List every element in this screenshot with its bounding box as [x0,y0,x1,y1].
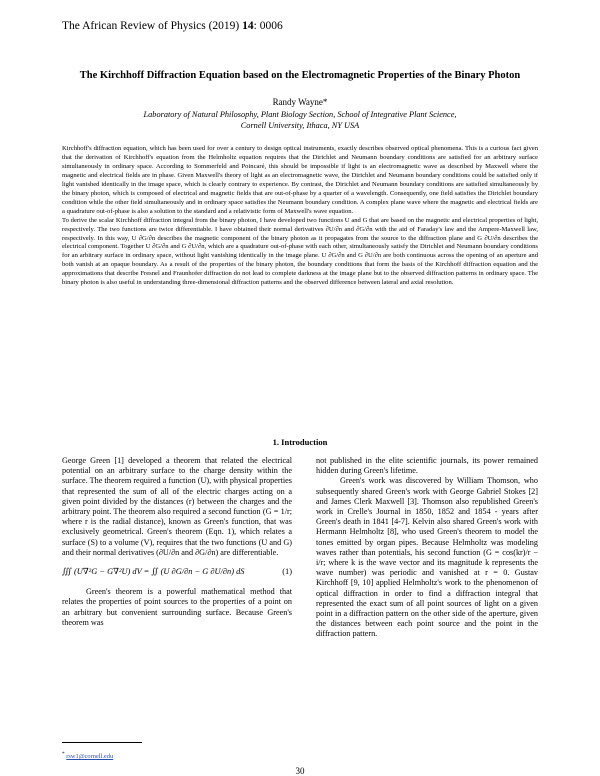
body-paragraph: George Green [1] developed a theorem that related the electrical potential on an arbitrary surface to the charge density within the surface. The theorem required a function (U), with physical properties that represented the sum of all of the electric charges acting on a given point divided by the distances (r) between the charges and the arbitrary point. The theorem also required a second function (G = 1/r; where r is the radial distance), known as Green's function, that was exclusively geometrical. Green's theorem (Eqn. 1), which relates a surface (S) to a volume (V), requires that the two functions (U and G) and their normal derivatives (∂U/∂n and ∂G/∂n) are differentiable. [62,456,292,557]
body-paragraph: not published in the elite scientific journals, its power remained hidden during Green's lifetime. [316,456,538,476]
journal-article-id: : 0006 [253,20,283,32]
journal-volume: 14 [242,20,254,32]
equation-number: (1) [282,567,292,577]
section-heading: 1. Introduction [272,437,328,447]
page-number: 30 [295,766,305,776]
left-column [62,456,292,628]
affiliation-line: Cornell University, Ithaca, NY USA [240,121,360,130]
abstract-paragraph: Kirchhoff's diffraction equation, which has been used for over a century to design optical instruments, exactly describes observed optical phenomena. This is a curious fact given that the derivation of Kirchhoff's equation from the Helmholtz equation requires that the Dirichlet and Neumann boundary conditions are satisfied for an arbitrary surface simultaneously in ordinary space. According to Sommerfeld and Poincaré, this should be impossible if light is an electromagnetic wave as described by Maxwell where the magnetic and electrical fields are in phase. Given Maxwell's theory of light as an electromagnetic wave, the Dirichlet and Neumann boundary conditions could be satisfied only if light vanished identically in the image space, which is clearly contrary to experience. By contrast, the Dirichlet and Neumann boundary conditions are satisfied simultaneously by the binary photon, which is composed of electrical and magnetic fields that are out-of-phase by a quarter of a wavelength. Consequently, one field satisfies the Dirichlet boundary condition while the other field simultaneously and in ordinary space satisfies the Neumann boundary condition. A complex plane wave where the magnetic and electrical fields are a quadrature out-of-phase is also a solution to the standard and a relativistic form of Maxwell's wave equation. [62,145,538,215]
body-paragraph: Green's theorem is a powerful mathematical method that relates the properties of point sources to the properties of a point on an arbitrary but convenient surrounding surface. Because Green's theorem was [62,587,292,627]
journal-name: The African Review of Physics (2019) [62,20,243,32]
journal-header [62,20,283,32]
email-link[interactable]: rsw1@cornell.edu [66,753,114,761]
abstract [62,145,538,288]
footnote-rule [62,742,142,743]
equation-expression: ∭ (U∇²G − G∇²U) dV = ∬ (U ∂G/∂n − G ∂U/∂n) dS [62,567,245,577]
right-column [316,456,538,640]
footnote-marker: * [62,751,65,757]
abstract-paragraph: To derive the scalar Kirchhoff diffraction integral from the binary photon, I have developed two functions U and G that are based on the magnetic and electrical properties of light, respectively. The two functions are twice differentiable. I have obtained their normal derivatives ∂U/∂n and ∂G/∂n with the aid of Faraday's law and the Ampere-Maxwell law, respectively. In this way, U ∂G/∂n describes the magnetic component of the binary photon as it propagates from the source to the diffraction plane and G ∂U/∂n describes the electrical component. Together U ∂G/∂n and G ∂U/∂n, which are a quadrature out-of-phase with each other, simultaneously satisfy the Dirichlet and Neumann boundary conditions for an arbitrary surface in ordinary space, without light vanishing identically in the image plane. U ∂G/∂n and G ∂U/∂n are both continuous across the opening of an aperture and both vanish at an opaque boundary. As a result of the properties of the binary photon, the boundary conditions that form the basis of the Kirchhoff diffraction equation and the approximations that describe Fresnel and Fraunhofer diffraction do not lead to complete darkness at the image plane but to the observed diffraction patterns in ordinary space. The binary photon is also useful in understanding three-dimensional diffraction patterns and the observed difference between lateral and axial resolution. [62,216,538,287]
equation-1 [62,567,292,577]
affiliation-line: Laboratory of Natural Philosophy, Plant Biology Section, School of Integrative Plant Science, [143,110,457,119]
footnote [62,751,113,760]
paper-title: The Kirchhoff Diffraction Equation based on the Electromagnetic Properties of the Binary Photon [79,70,521,81]
affiliation [70,109,530,131]
author-name: Randy Wayne* [272,97,328,107]
body-paragraph: Green's work was discovered by William Thomson, who subsequently shared Green's work with George Gabriel Stokes [2] and James Clerk Maxwell [3]. Thomson also republished Green's work in Crelle's Journal in 1850, 1852 and 1854 - years after Green's death in 1841 [4-7]. Kelvin also shared Green's work with Hermann Helmholtz [8], who used Green's theorem to model the tones emitted by organ pipes. Because Helmholtz was modeling waves rather than potentials, his second function (G = cos(kr)/r − i/r; where k is the wave vector and its magnitude k represents the wave number) was periodic and vanished at r = 0. Gustav Kirchhoff [9, 10] applied Helmholtz's work to the phenomenon of optical diffraction in order to find a diffraction integral that represented the exact sum of all point sources of light on a given point in a diffraction pattern on the other side of the aperture, given the distances between each point source and the point in the diffraction pattern. [316,476,538,639]
